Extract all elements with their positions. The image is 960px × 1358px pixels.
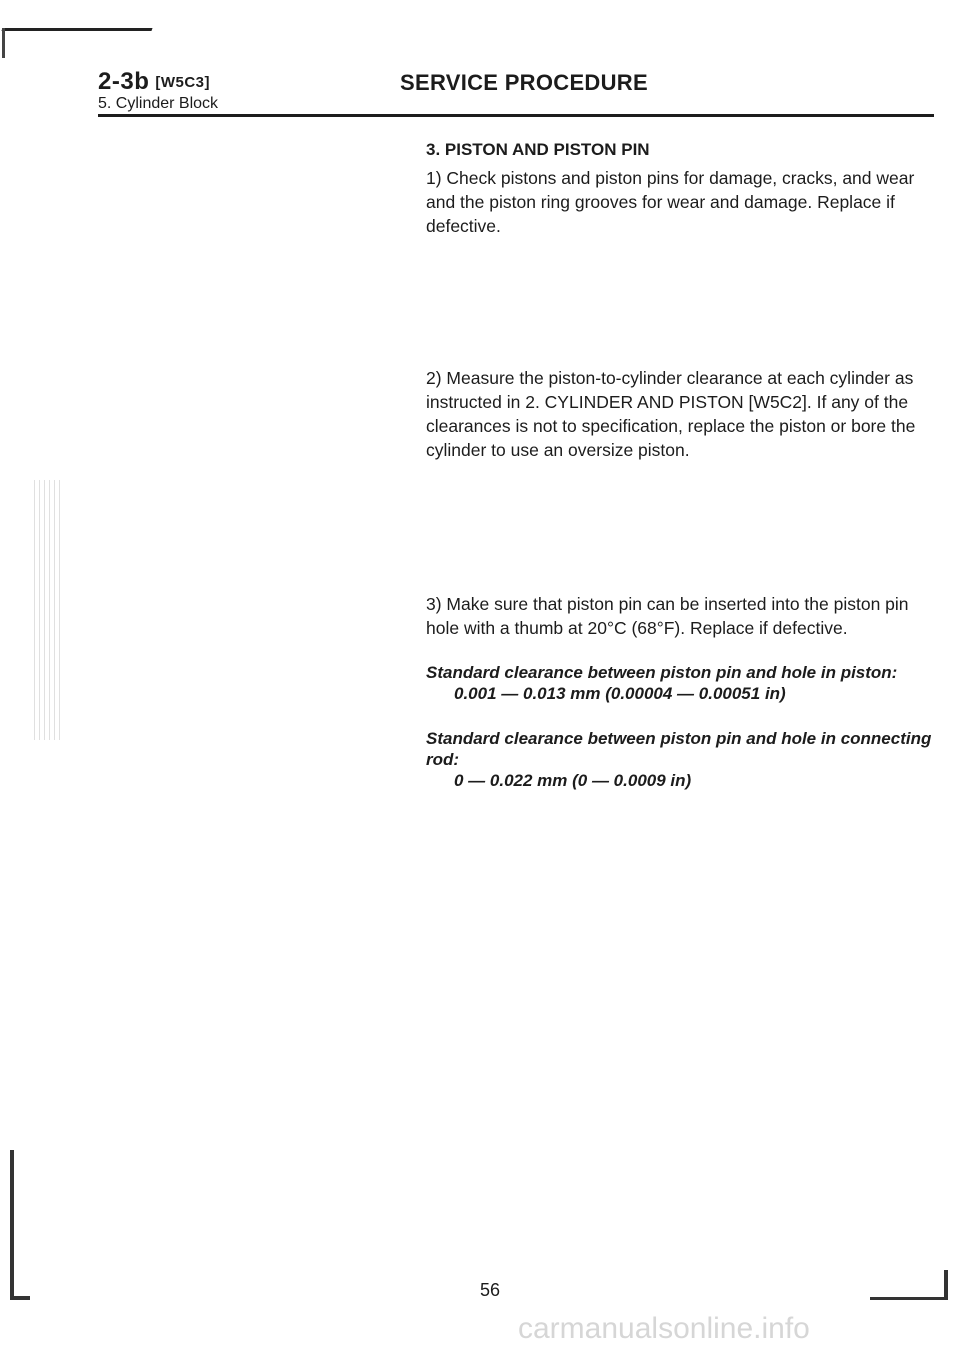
section-heading: 3. PISTON AND PISTON PIN (426, 140, 650, 159)
scan-artifact (34, 480, 64, 740)
scan-edge-mark (10, 1150, 14, 1300)
spec-value: 0.001 — 0.013 mm (0.00004 — 0.00051 in) (454, 684, 786, 703)
spec-block (426, 662, 940, 704)
scan-corner-mark (870, 1297, 948, 1300)
section-number-text: 2-3b (98, 68, 150, 95)
paragraph-step-2: 2) Measure the piston-to-cylinder clearance at each cylinder as instructed in 2. CYLINDER AND PISTON [W5C2]. If any of the clearances is not to specification, replace the piston or bore the cylinder to use an oversize piston. (426, 368, 916, 460)
page-number: 56 (480, 1280, 501, 1300)
paragraph-step-3: 3) Make sure that piston pin can be inserted into the piston pin hole with a thumb at 20°C (68°F). Replace if defective. (426, 594, 909, 638)
spec-value: 0 — 0.022 mm (0 — 0.0009 in) (454, 771, 692, 790)
scan-corner-mark (2, 28, 5, 58)
watermark: carmanualsonline.info (518, 1312, 810, 1345)
section-code: [W5C3] (155, 74, 211, 91)
spec-label: Standard clearance between piston pin and hole in piston: (426, 663, 898, 682)
page-title: SERVICE PROCEDURE (400, 70, 648, 95)
paragraph-step-1: 1) Check pistons and piston pins for damage, cracks, and wear and the piston ring grooves for wear and damage. Replace if defective. (426, 168, 915, 236)
spec-label: Standard clearance between piston pin and hole in connecting rod: (426, 729, 932, 769)
header-divider (98, 114, 934, 117)
section-subtitle: 5. Cylinder Block (98, 95, 219, 112)
section-number (98, 68, 210, 96)
scan-corner-mark (944, 1270, 948, 1300)
scan-corner-mark (1, 28, 152, 31)
spec-block (426, 728, 940, 791)
scan-edge-mark (10, 1296, 30, 1300)
